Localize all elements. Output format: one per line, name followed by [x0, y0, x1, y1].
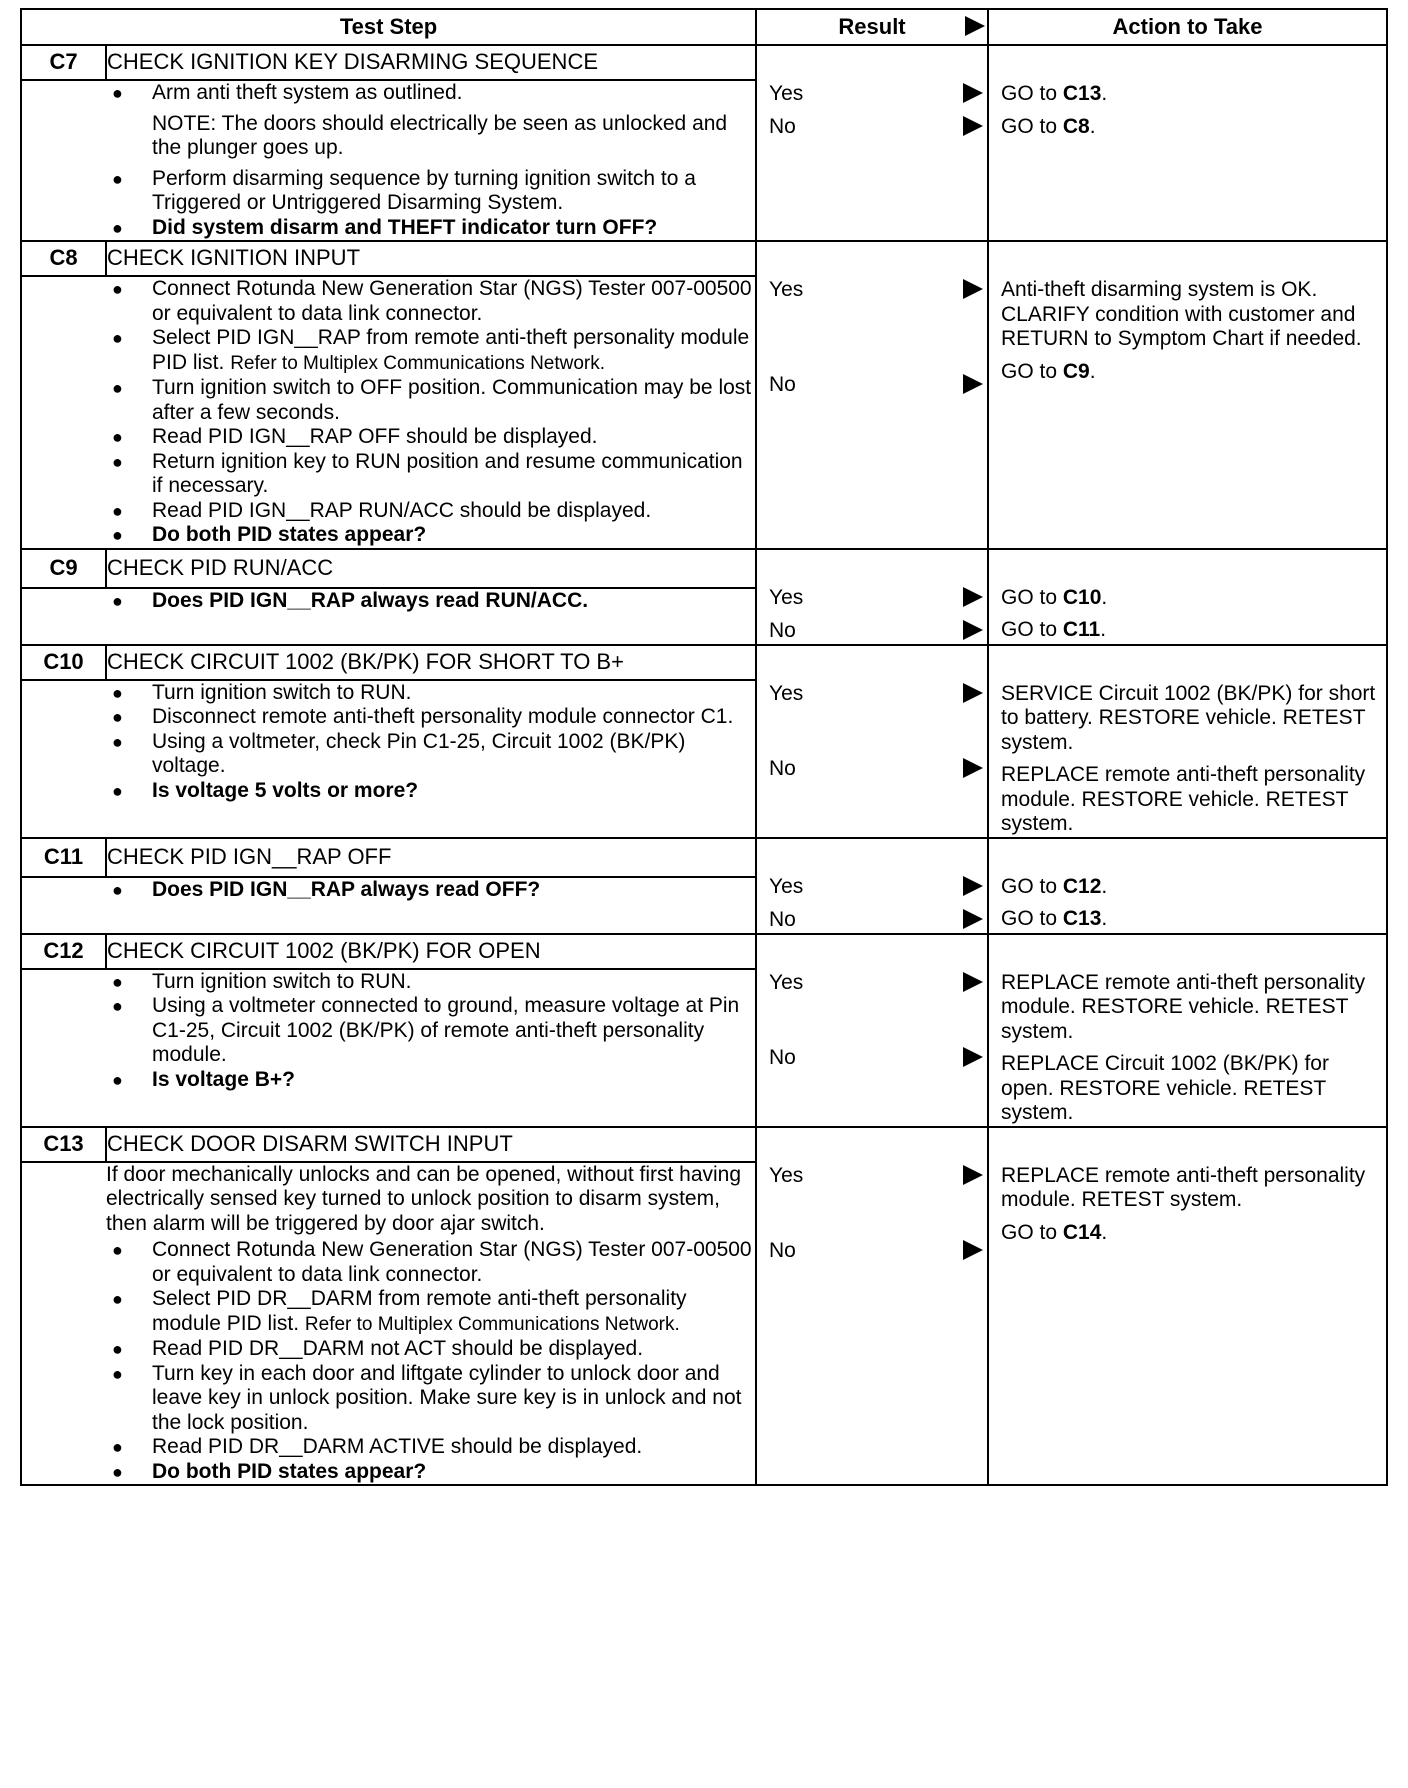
result-cell	[756, 45, 988, 241]
result-yes-label: Yes	[769, 681, 804, 705]
action-no: REPLACE remote anti-theft personality module. RESTORE vehicle. RETEST system.	[1001, 763, 1366, 835]
header-result-label: Result	[838, 13, 906, 39]
bullet-icon: ●	[112, 996, 123, 1016]
result-no-label: No	[769, 907, 796, 931]
action-yes	[989, 586, 1386, 611]
list-item-text: Read PID IGN__RAP OFF should be displayed.	[152, 425, 598, 448]
header-test-step: Test Step	[21, 9, 756, 45]
result-cell	[756, 241, 988, 549]
action-yes	[989, 875, 1386, 900]
question-text: Does PID IGN__RAP always read RUN/ACC.	[152, 589, 589, 613]
list-item-text: Disconnect remote anti-theft personality module connector C1.	[152, 705, 734, 728]
result-cell	[756, 838, 988, 934]
action-text: GO to	[1001, 359, 1063, 383]
result-yes-label: Yes	[769, 874, 804, 898]
step-id: C7	[21, 45, 106, 80]
step-id: C10	[21, 645, 106, 680]
action-end: .	[1101, 1220, 1108, 1244]
list-item-text: Read PID DR__DARM not ACT should be displayed.	[152, 1337, 644, 1360]
step-body	[106, 969, 756, 1127]
list-item-text: Arm anti theft system as outlined.	[152, 81, 463, 104]
result-no	[757, 373, 987, 398]
action-no: REPLACE Circuit 1002 (BK/PK) for open. RESTORE vehicle. RETEST system.	[1001, 1052, 1329, 1124]
action-cell	[988, 838, 1387, 934]
note-text: NOTE: The doors should electrically be seen as unlocked and the plunger goes up.	[152, 111, 728, 159]
step-spacer	[21, 588, 106, 644]
list-item-text: Turn ignition switch to RUN.	[152, 680, 412, 704]
action-text: GO to	[1001, 618, 1063, 641]
question-text: Is voltage 5 volts or more?	[152, 778, 419, 802]
step-spacer	[21, 80, 106, 241]
question-text: Does PID IGN__RAP always read OFF?	[152, 878, 541, 902]
action-no	[989, 360, 1386, 385]
list-item	[106, 167, 755, 216]
header-action: Action to Take	[988, 9, 1387, 45]
list-item-text: Select PID IGN__RAP from remote anti-theft personality module PID list.	[152, 326, 750, 374]
arrow-right-icon	[963, 620, 983, 640]
step-header-row	[21, 838, 1387, 878]
action-text: GO to	[1001, 585, 1063, 609]
list-item-text: Return ignition key to RUN position and resume communication if necessary.	[152, 449, 743, 497]
action-no	[989, 1221, 1386, 1246]
list-item	[106, 523, 755, 548]
list-item	[106, 499, 755, 524]
result-no-label: No	[769, 1045, 796, 1069]
bullet-icon: ●	[112, 83, 123, 103]
step-body	[106, 680, 756, 838]
step-title: CHECK IGNITION INPUT	[106, 241, 756, 276]
action-target: C9	[1062, 359, 1090, 383]
action-yes: REPLACE remote anti-theft personality module. RETEST system.	[1001, 1163, 1366, 1211]
action-end: .	[1101, 585, 1108, 609]
result-yes	[757, 1164, 987, 1189]
list-item	[106, 1362, 755, 1436]
action-end: .	[1089, 114, 1096, 138]
action-end: .	[1089, 359, 1096, 383]
action-no	[989, 618, 1386, 643]
bullet-icon: ●	[112, 328, 123, 348]
step-id: C9	[21, 549, 106, 589]
list-item	[106, 1337, 755, 1362]
action-target: C11	[1062, 618, 1101, 641]
bullet-icon: ●	[112, 279, 123, 299]
bullet-icon: ●	[112, 217, 123, 238]
result-no-label: No	[769, 1238, 796, 1262]
list-item	[106, 1287, 755, 1337]
list-item-text: Select PID DR__DARM from remote anti-theft personality module PID list.	[152, 1287, 687, 1335]
arrow-right-icon	[963, 758, 983, 778]
list-item-text: Turn ignition switch to RUN.	[152, 969, 412, 993]
action-text: GO to	[1001, 907, 1063, 930]
question-text: Do both PID states appear?	[152, 523, 427, 546]
step-header-row	[21, 645, 1387, 680]
arrow-right-icon	[963, 1047, 983, 1067]
arrow-right-icon	[963, 83, 983, 103]
result-yes-label: Yes	[769, 82, 804, 105]
list-item	[106, 681, 755, 706]
step-header-row	[21, 934, 1387, 969]
result-yes	[757, 875, 987, 900]
bullet-icon: ●	[112, 1289, 123, 1309]
arrow-right-icon	[963, 1165, 983, 1185]
arrow-right-icon	[963, 972, 983, 992]
bullet-icon: ●	[112, 168, 123, 189]
page	[20, 8, 1400, 1486]
list-item	[106, 326, 755, 376]
reference-text: Refer to Multiplex Communications Network.	[304, 1313, 680, 1335]
arrow-right-icon	[963, 909, 983, 929]
step-spacer	[21, 276, 106, 549]
action-cell	[988, 241, 1387, 549]
list-item	[106, 1238, 755, 1287]
bullet-icon: ●	[112, 731, 123, 752]
step-id: C12	[21, 934, 106, 969]
action-end: .	[1101, 82, 1108, 105]
action-target: C14	[1062, 1220, 1102, 1244]
result-yes-label: Yes	[769, 970, 804, 994]
list-item	[106, 589, 755, 614]
result-yes	[757, 971, 987, 996]
step-spacer	[21, 1162, 106, 1486]
question-text: Do both PID states appear?	[152, 1459, 427, 1483]
intro-text: If door mechanically unlocks and can be opened, without first having electrically sensed key turned to unlock position to disarm system, then alarm will be triggered by door ajar switch.	[106, 1162, 742, 1235]
action-no	[989, 115, 1386, 140]
diagnostic-table	[20, 8, 1388, 1486]
result-yes	[757, 278, 987, 303]
question-text: Did system disarm and THEFT indicator turn OFF?	[152, 215, 658, 239]
bullet-icon: ●	[112, 880, 123, 901]
arrow-right-icon	[963, 279, 983, 299]
result-yes	[757, 682, 987, 707]
result-cell	[756, 549, 988, 645]
list-item	[106, 376, 755, 425]
step-spacer	[21, 877, 106, 933]
action-no	[989, 907, 1386, 932]
action-yes: REPLACE remote anti-theft personality module. RESTORE vehicle. RETEST system.	[1001, 970, 1366, 1043]
arrow-right-icon	[963, 1240, 983, 1260]
list-item-text: Perform disarming sequence by turning ignition switch to a Triggered or Untriggered Disarming System.	[152, 166, 696, 214]
arrow-right-icon	[963, 374, 983, 394]
action-end: .	[1101, 874, 1108, 898]
step-body	[106, 588, 756, 644]
arrow-right-icon	[963, 116, 983, 136]
step-title: CHECK CIRCUIT 1002 (BK/PK) FOR OPEN	[106, 934, 756, 969]
step-header-row	[21, 549, 1387, 589]
step-id: C13	[21, 1127, 106, 1162]
result-cell	[756, 1127, 988, 1486]
result-yes-label: Yes	[769, 585, 804, 609]
action-text: GO to	[1001, 82, 1063, 105]
bullet-icon: ●	[112, 1069, 123, 1090]
action-yes: SERVICE Circuit 1002 (BK/PK) for short to battery. RESTORE vehicle. RETEST system.	[1001, 681, 1376, 754]
result-no-label: No	[769, 373, 796, 396]
step-id: C8	[21, 241, 106, 276]
result-yes-label: Yes	[769, 1163, 804, 1187]
step-title: CHECK IGNITION KEY DISARMING SEQUENCE	[106, 45, 756, 80]
step-body	[106, 1162, 756, 1486]
action-cell	[988, 645, 1387, 838]
action-end: .	[1100, 618, 1107, 641]
list-item	[106, 1068, 755, 1093]
list-item-text: Connect Rotunda New Generation Star (NGS) Tester 007-00500 or equivalent to data link connector.	[152, 277, 752, 325]
action-cell	[988, 45, 1387, 241]
result-no-label: No	[769, 618, 796, 642]
action-text: GO to	[1001, 114, 1063, 138]
bullet-icon: ●	[112, 682, 123, 703]
list-item	[106, 277, 755, 326]
step-body	[106, 80, 756, 241]
step-body	[106, 877, 756, 933]
step-title: CHECK PID IGN__RAP OFF	[106, 838, 756, 878]
action-text: GO to	[1001, 874, 1063, 898]
bullet-icon: ●	[112, 1339, 123, 1359]
header-result	[756, 9, 988, 45]
step-body	[106, 276, 756, 549]
result-cell	[756, 645, 988, 838]
result-no-label: No	[769, 756, 796, 780]
list-item	[106, 1460, 755, 1485]
list-item-text: Read PID DR__DARM ACTIVE should be displayed.	[152, 1435, 643, 1458]
action-target: C10	[1062, 585, 1102, 609]
result-no	[757, 1239, 987, 1264]
bullet-icon: ●	[112, 1437, 123, 1457]
action-target: C13	[1062, 907, 1102, 930]
step-header-row	[21, 45, 1387, 80]
list-item	[106, 425, 755, 450]
result-no	[757, 908, 987, 933]
list-item	[106, 970, 755, 995]
result-cell	[756, 934, 988, 1127]
result-no	[757, 115, 987, 140]
list-item-text: Turn key in each door and liftgate cylinder to unlock door and leave key in unlock position. Make sure key is in unlock and not the lock position.	[152, 1361, 742, 1434]
list-item	[106, 81, 755, 106]
arrow-right-icon	[963, 587, 983, 607]
result-no	[757, 1046, 987, 1071]
bullet-icon: ●	[112, 707, 123, 727]
bullet-icon: ●	[112, 378, 123, 398]
action-yes	[989, 82, 1386, 107]
action-cell	[988, 549, 1387, 645]
arrow-right-icon	[963, 876, 983, 896]
action-target: C12	[1062, 874, 1102, 898]
reference-text: Refer to Multiplex Communications Network.	[230, 352, 606, 374]
step-title: CHECK PID RUN/ACC	[106, 549, 756, 589]
bullet-icon: ●	[112, 427, 123, 447]
bullet-icon: ●	[112, 1363, 123, 1384]
table-header	[21, 9, 1387, 45]
action-text: GO to	[1001, 1220, 1063, 1244]
list-item-text: Using a voltmeter, check Pin C1-25, Circuit 1002 (BK/PK) voltage.	[152, 729, 686, 777]
list-item	[106, 450, 755, 499]
result-yes	[757, 82, 987, 107]
bullet-icon: ●	[112, 451, 123, 472]
result-yes	[757, 586, 987, 611]
bullet-icon: ●	[112, 500, 123, 521]
action-target: C8	[1062, 114, 1090, 138]
list-item	[106, 216, 755, 241]
result-no-label: No	[769, 115, 796, 138]
result-no	[757, 619, 987, 644]
list-item	[106, 878, 755, 903]
arrow-right-icon	[965, 16, 985, 36]
action-cell	[988, 934, 1387, 1127]
list-item	[106, 994, 755, 1068]
step-title: CHECK CIRCUIT 1002 (BK/PK) FOR SHORT TO B+	[106, 645, 756, 680]
step-spacer	[21, 969, 106, 1127]
action-cell	[988, 1127, 1387, 1486]
step-header-row	[21, 241, 1387, 276]
action-end: .	[1101, 907, 1108, 930]
action-target: C13	[1062, 82, 1102, 105]
result-yes-label: Yes	[769, 278, 804, 301]
step-header-row	[21, 1127, 1387, 1162]
bullet-icon: ●	[112, 971, 123, 992]
list-item-text: Turn ignition switch to OFF position. Communication may be lost after a few seconds.	[152, 376, 752, 424]
list-item	[106, 1435, 755, 1460]
bullet-icon: ●	[112, 525, 123, 545]
bullet-icon: ●	[112, 1461, 123, 1482]
bullet-icon: ●	[112, 780, 123, 801]
question-text: Is voltage B+?	[152, 1067, 295, 1091]
list-item	[106, 779, 755, 804]
step-id: C11	[21, 838, 106, 878]
bullet-icon: ●	[112, 1240, 123, 1260]
list-item-text: Read PID IGN__RAP RUN/ACC should be displayed.	[152, 498, 652, 522]
step-spacer	[21, 680, 106, 838]
action-yes: Anti-theft disarming system is OK. CLARIFY condition with customer and RETURN to Symptom Chart if needed.	[1001, 278, 1362, 350]
step-title: CHECK DOOR DISARM SWITCH INPUT	[106, 1127, 756, 1162]
result-no	[757, 757, 987, 782]
list-item-text: Connect Rotunda New Generation Star (NGS) Tester 007-00500 or equivalent to data link connector.	[152, 1238, 752, 1286]
list-item	[106, 705, 755, 730]
bullet-icon: ●	[112, 591, 123, 612]
list-item	[106, 730, 755, 779]
arrow-right-icon	[963, 683, 983, 703]
list-item-text: Using a voltmeter connected to ground, measure voltage at Pin C1-25, Circuit 1002 (BK/PK) of remote anti-theft personality module.	[152, 994, 740, 1066]
